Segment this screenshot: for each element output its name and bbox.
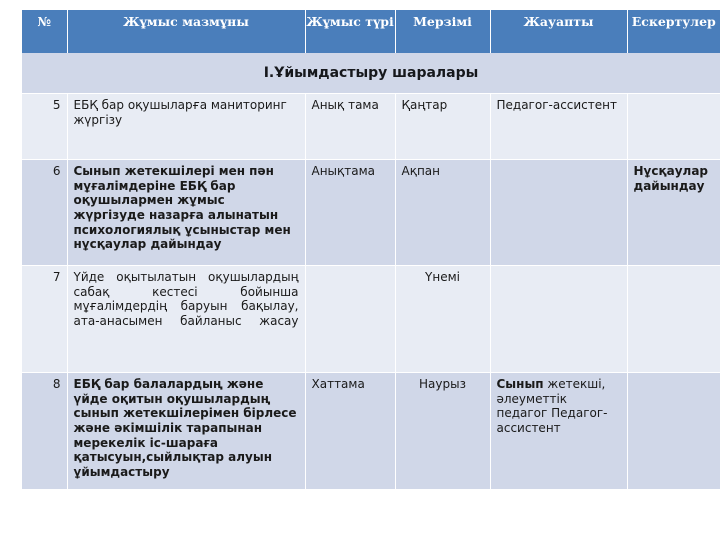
cell-number: 7 <box>22 266 67 373</box>
cell-note <box>627 94 720 160</box>
cell-number: 5 <box>22 94 67 160</box>
column-header-number: № <box>22 10 67 53</box>
work-plan-table <box>22 10 720 490</box>
cell-term: Ақпан <box>395 160 490 266</box>
cell-content: Сынып жетекшілері мен пән мұғалімдеріне ЕБҚ бар оқушылармен жұмыс жүргізуде назарға алынатын психологиялық ұсыныстар мен нұсқаулар дайындау <box>67 160 305 266</box>
section-title-row <box>22 53 720 94</box>
cell-responsible <box>490 266 627 373</box>
table-header-row <box>22 10 720 53</box>
cell-term: Қаңтар <box>395 94 490 160</box>
cell-responsible-lead: Сынып <box>496 377 544 391</box>
cell-work-type: Анықтама <box>305 160 395 266</box>
cell-content: Үйде оқытылатын оқушылардың сабақ кестесі бойынша мұғалімдердің баруын бақылау, ата-анасымен байланыс жасау <box>67 266 305 373</box>
cell-term: Наурыз <box>395 373 490 490</box>
column-header-notes: Ескертулер <box>627 10 720 53</box>
column-header-content: Жұмыс мазмұны <box>67 10 305 53</box>
table-row <box>22 94 720 160</box>
table-body <box>22 53 720 490</box>
cell-work-type: Анық тама <box>305 94 395 160</box>
column-header-responsible: Жауапты <box>490 10 627 53</box>
cell-number: 6 <box>22 160 67 266</box>
cell-note: Нұсқаулар дайындау <box>627 160 720 266</box>
column-header-work-type: Жұмыс түрі <box>305 10 395 53</box>
section-title: I.Ұйымдастыру шаралары <box>22 53 720 94</box>
cell-responsible <box>490 160 627 266</box>
table-header <box>22 10 720 53</box>
plan-table-container <box>22 10 720 490</box>
cell-content: ЕБҚ бар оқушыларға маниторинг жүргізу <box>67 94 305 160</box>
cell-term: Үнемі <box>395 266 490 373</box>
cell-work-type: Хаттама <box>305 373 395 490</box>
cell-responsible <box>490 373 627 490</box>
cell-content: ЕБҚ бар балалардың және үйде оқитын оқушылардың сынып жетекшілерімен бірлесе және әкімшілік тарапынан мерекелік іс-шараға қатысуын,сыйлықтар алуын ұйымдастыру <box>67 373 305 490</box>
cell-note <box>627 373 720 490</box>
column-header-term: Мерзімі <box>395 10 490 53</box>
cell-note <box>627 266 720 373</box>
cell-responsible: Педагог-ассистент <box>490 94 627 160</box>
table-row <box>22 160 720 266</box>
cell-work-type <box>305 266 395 373</box>
cell-responsible-rest: жетекші, әлеуметтік педагог Педагог-ассистент <box>496 377 608 435</box>
table-row <box>22 266 720 373</box>
cell-number: 8 <box>22 373 67 490</box>
table-row <box>22 373 720 490</box>
